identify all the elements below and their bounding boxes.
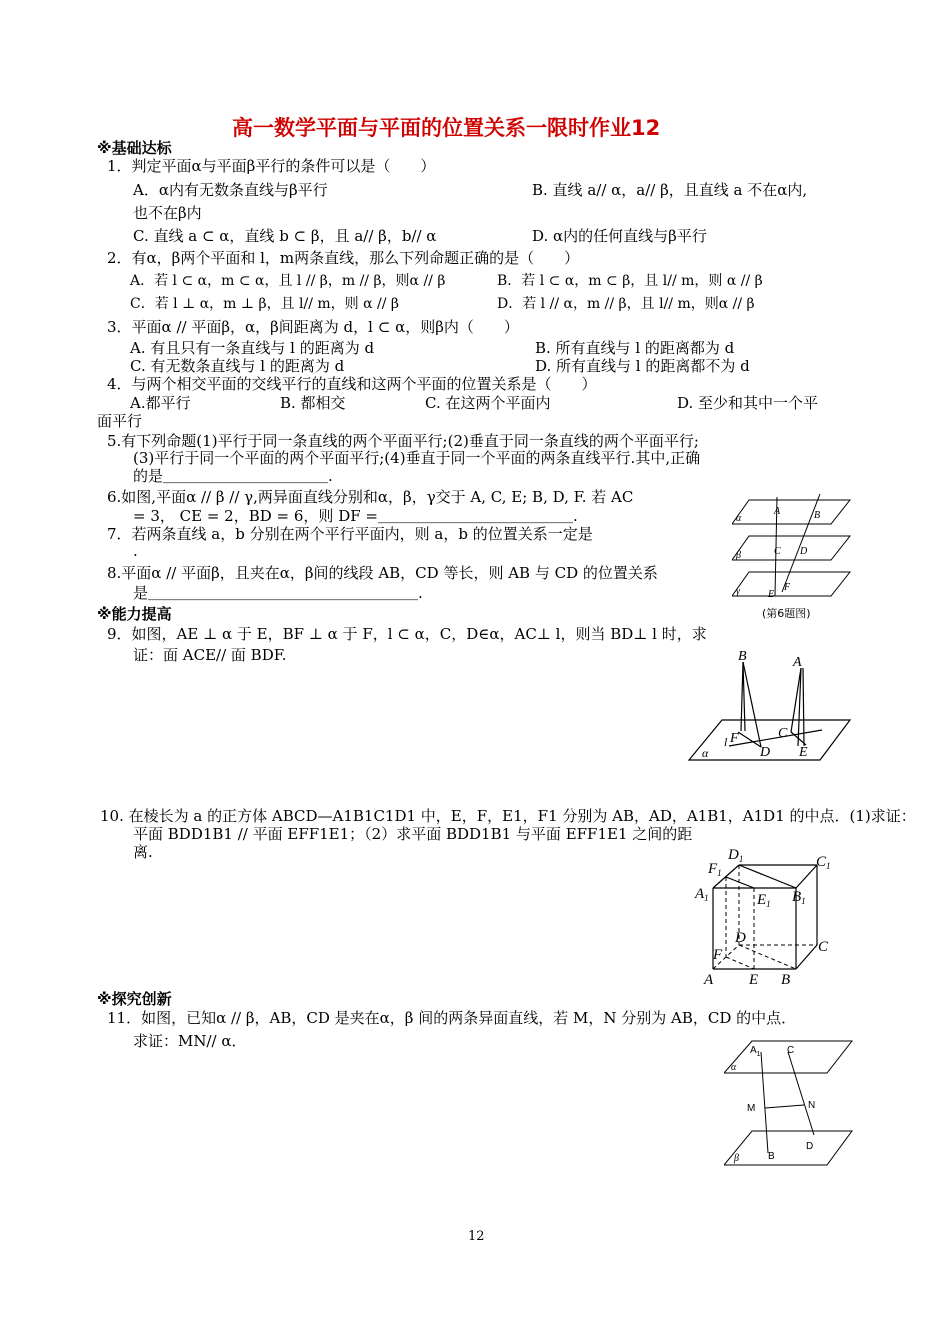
q5-line-2: (3)平行于同一个平面的两个平面平行;(4)垂直于同一个平面的两条直线平行.其中,正确 <box>133 449 701 467</box>
fig9-label-C: C <box>778 726 788 741</box>
fig10-label-D1: $D_1$ <box>728 847 744 864</box>
q2-option-d: D．若 l // α，m // β，且 l// m，则α // β <box>497 296 755 312</box>
q2-option-c: C．若 l ⊥ α，m ⊥ β，且 l// m，则 α // β <box>130 296 400 312</box>
figure-q10 <box>694 843 839 991</box>
q2-option-b: B．若 l ⊂ α，m ⊂ β，且 l// m，则 α // β <box>497 273 763 289</box>
fig6-label-F: F <box>784 582 791 593</box>
fig10-label-A1: $A_1$ <box>695 886 709 903</box>
fig9-label-B: B <box>738 649 747 664</box>
fig11-label-B: B <box>768 1151 775 1162</box>
page-number: 12 <box>468 1229 485 1244</box>
fig6-label-A: A <box>774 506 781 517</box>
q4-option-a: A.都平行 <box>130 394 191 412</box>
q8-line-2: 是＿＿＿＿＿＿＿＿＿＿＿＿＿＿＿＿＿＿. <box>133 584 423 602</box>
q3-option-d: D. 所有直线与 l 的距离都不为 d <box>535 357 750 375</box>
q3-option-b: B. 所有直线与 l 的距离都为 d <box>535 339 735 357</box>
fig6-label-D: D <box>800 546 808 557</box>
fig6-label-gamma: γ <box>736 586 740 597</box>
q1-option-b: B. 直线 a// α，a// β，且直线 a 不在α内, <box>532 181 808 199</box>
fig9-label-A: A <box>793 655 802 670</box>
q4-option-b: B. 都相交 <box>280 394 346 412</box>
fig10-label-B: B <box>781 972 791 988</box>
fig10-label-B1: $B_1$ <box>792 889 806 906</box>
fig9-label-E: E <box>799 745 808 760</box>
q2-option-a: A．若 l ⊂ α，m ⊂ α，且 l // β，m // β，则α // β <box>130 273 446 289</box>
figure-q9 <box>686 646 856 766</box>
fig6-caption: (第6题图) <box>762 607 811 620</box>
q5-line-3: 的是＿＿＿＿＿＿＿＿＿＿＿. <box>133 467 333 485</box>
section-heading-explore: ※探究创新 <box>97 990 172 1008</box>
fig10-label-C: C <box>818 939 829 955</box>
q9-line-2: 证：面 ACE// 面 BDF. <box>133 646 287 664</box>
fig9-label-l: l <box>724 735 728 749</box>
fig11-label-N: N <box>808 1100 816 1111</box>
q11-line-2: 求证：MN// α． <box>133 1032 247 1050</box>
fig10-label-A: A <box>704 972 714 988</box>
fig11-label-alpha: α <box>731 1062 737 1073</box>
q1-option-c: C. 直线 a ⊂ α，直线 b ⊂ β，且 a// β，b// α <box>133 227 437 245</box>
q3-stem: 3．平面α // 平面β，α，β间距离为 d，l ⊂ α，则β内（ ） <box>107 318 519 336</box>
q10-line-2: 平面 BDD1B1 // 平面 EFF1E1；（2）求平面 BDD1B1 与平面 EFF1E1 之间的距 <box>133 825 693 843</box>
q1-stem: 1．判定平面α与平面β平行的条件可以是（ ） <box>107 157 436 175</box>
fig11-label-M: M <box>747 1103 756 1114</box>
q4-option-d: D. 至少和其中一个平 <box>677 394 819 412</box>
fig10-label-D: D <box>735 930 746 946</box>
q8-line-1: 8.平面α // 平面β，且夹在α，β间的线段 AB，CD 等长，则 AB 与 CD 的位置关系 <box>107 564 658 582</box>
section-heading-improve: ※能力提高 <box>97 605 172 623</box>
q3-option-a: A. 有且只有一条直线与 l 的距离为 d <box>130 339 375 357</box>
fig10-label-E1: $E_1$ <box>757 892 771 909</box>
fig6-label-alpha: α <box>736 513 742 524</box>
q2-stem: 2．有α，β两个平面和 l，m两条直线，那么下列命题正确的是（ ） <box>107 249 580 267</box>
q1-option-d: D. α内的任何直线与β平行 <box>532 227 707 245</box>
q3-option-c: C. 有无数条直线与 l 的距离为 d <box>130 357 345 375</box>
fig10-label-E: E <box>749 972 759 988</box>
fig6-label-C: C <box>774 546 781 557</box>
q10-line-3: 离. <box>133 843 153 861</box>
q4-option-d-cont: 面平行 <box>97 412 143 430</box>
q7-line-2: . <box>133 542 138 560</box>
figure-q6 <box>732 492 857 622</box>
q11-line-1: 11．如图，已知α // β，AB，CD 是夹在α，β 间的两条异面直线，若 M，N 分别为 AB，CD 的中点． <box>107 1009 797 1027</box>
q5-line-1: 5.有下列命题(1)平行于同一条直线的两个平面平行;(2)垂直于同一条直线的两个平面平行; <box>107 432 699 450</box>
fig11-label-beta: β <box>734 1153 739 1164</box>
fig9-label-D: D <box>760 745 771 760</box>
q6-line-1: 6.如图,平面α // β // γ,两异面直线分别和α，β，γ交于 A, C, E; B, D, F. 若 AC <box>107 488 634 506</box>
fig9-label-alpha: α <box>702 746 709 760</box>
fig11-label-D: D <box>806 1141 814 1152</box>
q6-line-2: = 3， CE = 2，BD = 6，则 DF =＿＿＿＿＿＿＿＿＿＿＿＿＿. <box>133 507 578 525</box>
fig6-label-E: E <box>768 589 775 600</box>
fig11-label-C: C <box>787 1045 795 1056</box>
q10-line-1: 10. 在棱长为 a 的正方体 ABCD—A1B1C1D1 中，E，F，E1，F1 分别为 AB，AD，A1B1，A1D1 的中点．(1)求证： <box>100 807 916 825</box>
q1-option-b-cont: 也不在β内 <box>133 204 202 222</box>
q7-line-1: 7．若两条直线 a，b 分别在两个平行平面内，则 a，b 的位置关系一定是 <box>107 525 593 543</box>
page-title: 高一数学平面与平面的位置关系一限时作业12 <box>232 116 661 140</box>
fig10-label-F1: $F_1$ <box>708 861 722 878</box>
fig10-label-C1: $C_1$ <box>816 854 831 871</box>
q9-line-1: 9．如图，AE ⊥ α 于 E，BF ⊥ α 于 F，l ⊂ α，C，D∈α，AC⊥ l，则当 BD⊥ l 时，求 <box>107 625 707 643</box>
fig11-label-A1: $A_1$ <box>750 1045 761 1058</box>
fig10-label-F: F <box>713 947 723 963</box>
figure-q11 <box>724 1035 854 1175</box>
q4-stem: 4．与两个相交平面的交线平行的直线和这两个平面的位置关系是（ ） <box>107 375 597 393</box>
fig6-label-beta: β <box>736 550 741 561</box>
q4-option-c: C. 在这两个平面内 <box>425 394 551 412</box>
section-heading-basic: ※基础达标 <box>97 139 172 157</box>
fig6-label-B: B <box>814 510 821 521</box>
q1-option-a: A．α内有无数条直线与β平行 <box>133 181 328 199</box>
fig9-label-F: F <box>730 731 739 746</box>
